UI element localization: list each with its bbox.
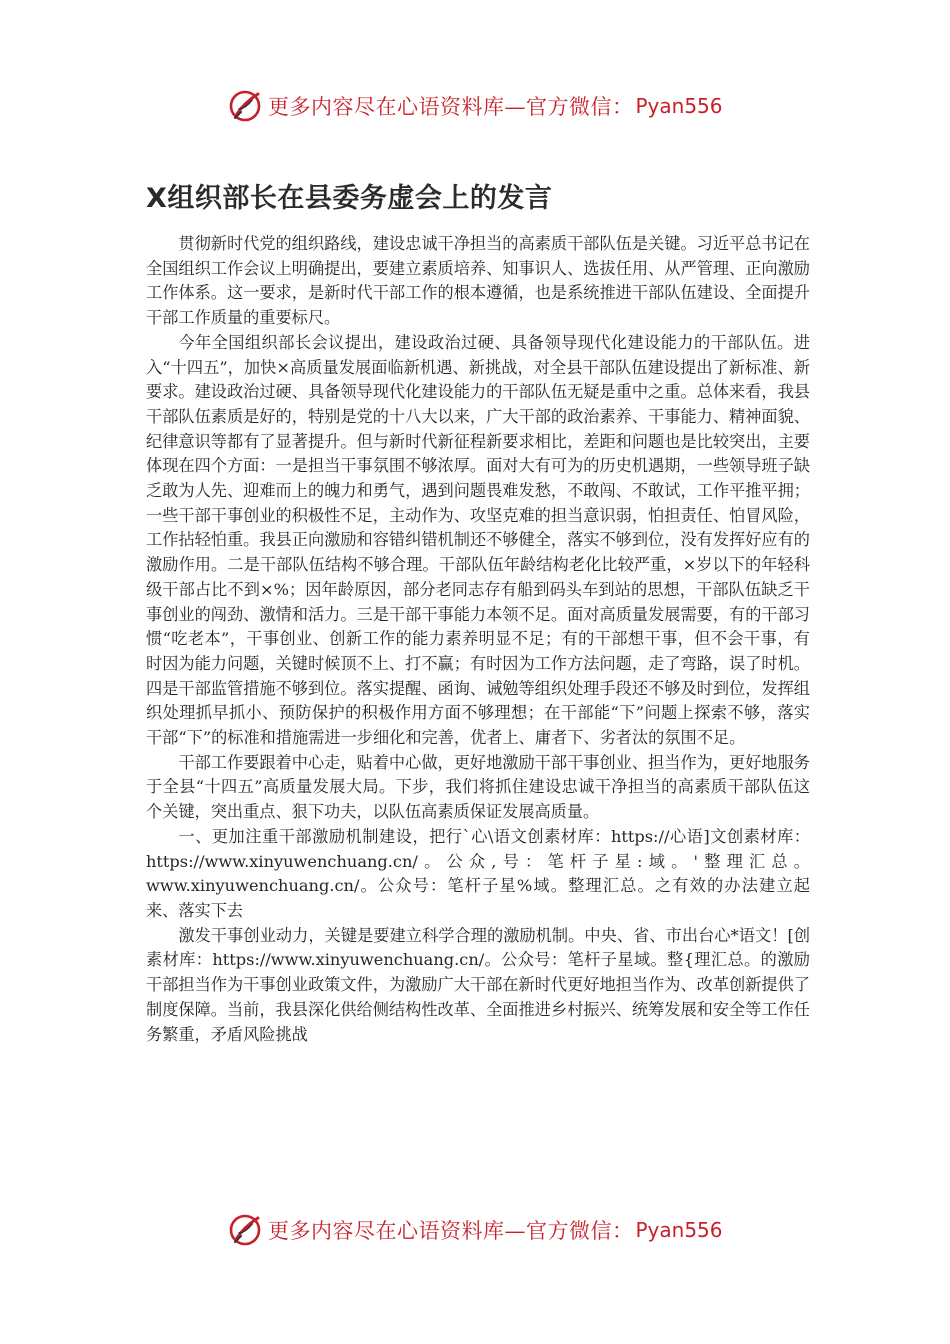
document-body bbox=[146, 232, 810, 1047]
paragraph: 贯彻新时代党的组织路线，建设忠诚干净担当的高素质干部队伍是关键。习近平总书记在全国组织工作会议上明确提出，要建立素质培养、知事识人、选拔任用、从严管理、正向激励工作体系。这一要求，是新时代干部工作的根本遵循，也是系统推进干部队伍建设、全面提升干部工作质量的重要标尺。 bbox=[146, 234, 810, 328]
banner-text: 更多内容尽在心语资料库—官方微信： bbox=[268, 95, 634, 119]
page-title: X组织部长在县委务虚会上的发言 bbox=[146, 183, 553, 214]
banner-text: 更多内容尽在心语资料库—官方微信： bbox=[268, 1219, 634, 1243]
footer-banner bbox=[228, 1210, 748, 1250]
paragraph: 干部工作要跟着中心走，贴着中心做，更好地激励干部干事创业、担当作为，更好地服务于全县“十四五”高质量发展大局。下步，我们将抓住建设忠诚干净担当的高素质干部队伍这个关键，突出重点、狠下功夫，以队伍高素质保证发展高质量。 bbox=[146, 752, 810, 822]
paragraph: 激发干事创业动力，关键是要建立科学合理的激励机制。中央、省、市出台心*语文！[创素材库：https://www.xinyuwenchuang.cn/。公众号：笔杆子星域。整{理汇总。的激励干部担当作为干事创业政策文件，为激励广大干部在新时代更好地担当作为、改革创新提供了制度保障。当前，我县深化供给侧结构性改革、全面推进乡村振兴、统筹发展和安全等工作任务繁重，矛盾风险挑战 bbox=[146, 925, 810, 1044]
header-banner bbox=[228, 86, 748, 126]
banner-wechat-id: Pyan556 bbox=[635, 1218, 723, 1242]
banner-wechat-id: Pyan556 bbox=[635, 94, 723, 118]
paragraph: 一、更加注重干部激励机制建设，把行`心\语文创素材库：https://心语]文创素材库：https://www.xinyuwenchuang.cn/。公众,号：笔杆子星:域。'整理汇总。www.xinyuwenchuang.cn/。公众号：笔杆子星%域。整理汇总。之有效的办法建立起来、落实下去 bbox=[146, 826, 810, 920]
logo-icon bbox=[228, 1212, 264, 1248]
paragraph: 今年全国组织部长会议提出，建设政治过硬、具备领导现代化建设能力的干部队伍。进入“十四五”，加快×高质量发展面临新机遇、新挑战，对全县干部队伍建设提出了新标准、新要求。建设政治过硬、具备领导现代化建设能力的干部队伍无疑是重中之重。总体来看，我县干部队伍素质是好的，特别是党的十八大以来，广大干部的政治素养、干事能力、精神面貌、纪律意识等都有了显著提升。但与新时代新征程新要求相比，差距和问题也是比较突出，主要体现在四个方面：一是担当干事氛围不够浓厚。面对大有可为的历史机遇期，一些领导班子缺乏敢为人先、迎难而上的魄力和勇气，遇到问题畏难发愁，不敢闯、不敢试，工作平推平拥；一些干部干事创业的积极性不足，主动作为、攻坚克难的担当意识弱，怕担责任、怕冒风险，工作拈轻怕重。我县正向激励和容错纠错机制还不够健全，落实不够到位，没有发挥好应有的激励作用。二是干部队伍结构不够合理。干部队伍年龄结构老化比较严重，×岁以下的年轻科级干部占比不到×%；因年龄原因，部分老同志存有船到码头车到站的思想，干部队伍缺乏干事创业的闯劲、激情和活力。三是干部干事能力本领不足。面对高质量发展需要，有的干部习惯“吃老本”，干事创业、创新工作的能力素养明显不足；有的干部想干事，但不会干事，有时因为能力问题，关键时候顶不上、打不赢；有时因为工作方法问题，走了弯路，误了时机。四是干部监管措施不够到位。落实提醒、函询、诫勉等组织处理手段还不够及时到位，发挥组织处理抓早抓小、预防保护的积极作用方面不够理想；在干部能“下”问题上探索不够，落实干部“下”的标准和措施需进一步细化和完善，优者上、庸者下、劣者汰的氛围不足。 bbox=[146, 332, 810, 748]
logo-icon bbox=[228, 88, 264, 124]
